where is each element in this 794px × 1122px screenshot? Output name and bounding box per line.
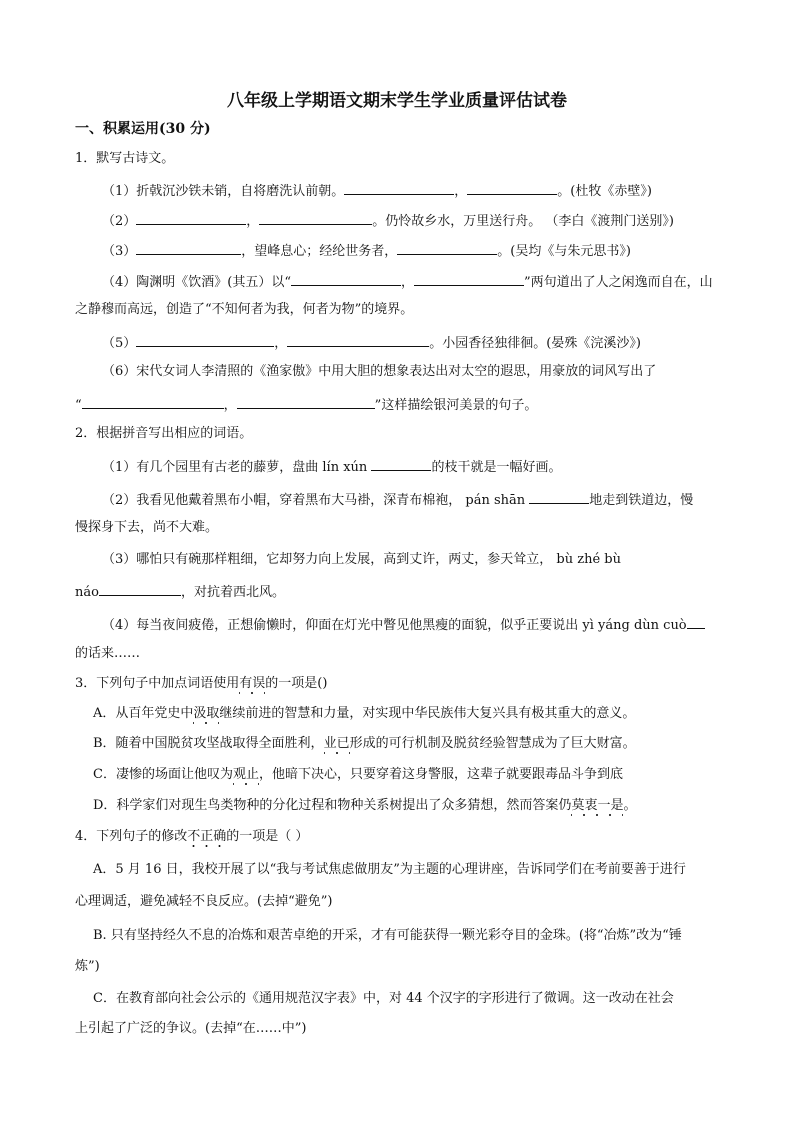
q3-option-a[interactable]: A．从百年党史中汲取继续前进的智慧和力量，对实现中华民族伟大复兴具有极其重大的意义。 — [93, 706, 635, 725]
q2-item-4-cont: 的话来…… — [75, 646, 141, 661]
answer-blank[interactable] — [291, 272, 401, 286]
question-1-stem: 1．默写古诗文。 — [75, 151, 175, 166]
q4-option-b-cont: 炼”) — [75, 959, 100, 974]
answer-blank[interactable] — [99, 582, 181, 596]
q3-option-b[interactable]: B．随着中国脱贫攻坚战取得全面胜利，业已形成的可行机制及脱贫经验智慧成为了巨大财富。 — [93, 736, 636, 755]
answer-blank[interactable] — [136, 333, 274, 347]
q1-item-6: （6）宋代女词人李清照的《渔家傲》中用大胆的想象表达出对太空的遐思，用豪放的词风写出了 — [102, 364, 657, 379]
question-4-stem: 4．下列句子的修改不正确的一项是（ ） — [75, 829, 308, 848]
q4-option-a-cont: 心理调适，避免减轻不良反应。(去掉“避免”) — [75, 894, 333, 909]
answer-blank[interactable] — [344, 181, 454, 195]
section-heading: 一、积累运用(30 分) — [75, 121, 211, 137]
answer-blank[interactable] — [371, 457, 431, 471]
emphasis-dots: 莫衷一是 — [571, 798, 623, 817]
q4-option-a[interactable]: A．5 月 16 日，我校开展了以“我与考试焦虑做朋友”为主题的心理讲座，告诉同学们在考前要善于进行 — [93, 862, 686, 877]
answer-blank[interactable] — [467, 181, 557, 195]
answer-blank[interactable] — [82, 395, 224, 409]
question-3-stem: 3．下列句子中加点词语使用有误的一项是() — [75, 676, 327, 695]
answer-blank[interactable] — [136, 211, 246, 225]
q4-option-c-cont: 上引起了广泛的争议。(去掉“在……中”) — [75, 1021, 307, 1036]
answer-blank[interactable] — [397, 241, 497, 255]
question-2-stem: 2．根据拼音写出相应的词语。 — [75, 426, 253, 441]
q1-item-4: （4）陶渊明《饮酒》(其五）以“ ， ”两句道出了人之闲逸而自在，山 — [102, 272, 713, 291]
emphasis-dots: 观止 — [233, 767, 259, 786]
q2-item-3: （3）哪怕只有碗那样粗细，它却努力向上发展，高到丈许，两丈，参天耸立， bù zhé bù — [102, 552, 621, 567]
q2-item-1: （1）有几个园里有古老的藤萝，盘曲 lín xún 的枝干就是一幅好画。 — [102, 457, 561, 476]
answer-blank[interactable] — [414, 272, 524, 286]
q4-option-c[interactable]: C．在教育部向社会公示的《通用规范汉字表》中，对 44 个汉字的字形进行了微调。这一改动在社会 — [93, 991, 674, 1006]
q1-item-2: （2） ， 。仍怜故乡水，万里送行舟。 （李白《渡荆门送别》) — [102, 211, 674, 230]
q2-item-3-cont: náo ，对抗着西北风。 — [75, 582, 285, 601]
emphasis-dots: 汲取 — [193, 706, 219, 725]
answer-blank[interactable] — [287, 333, 429, 347]
q4-option-b[interactable]: B. 只有坚持经久不息的冶炼和艰苦卓绝的开采，才有可能获得一颗光彩夺目的金珠。(将“冶炼”改为“锤 — [93, 928, 682, 943]
q1-item-4-cont: 之静穆而高远，创造了“不知何者为我，何者为物”的境界。 — [75, 302, 414, 317]
answer-blank[interactable] — [687, 615, 705, 629]
page-title: 八年级上学期语文期末学生学业质量评估试卷 — [227, 91, 567, 111]
q3-option-c[interactable]: C．凄惨的场面让他叹为观止，他暗下决心，只要穿着这身警服，这辈子就要跟毒品斗争到底 — [93, 767, 623, 786]
emphasis-dots: 有误 — [239, 676, 265, 695]
q2-item-2: （2）我看见他戴着黑布小帽，穿着黑布大马褂，深青布棉袍， pán shān 地走到铁道边，慢 — [102, 490, 693, 509]
answer-blank[interactable] — [529, 490, 589, 504]
q1-item-5: （5） ， 。小园香径独徘徊。(晏殊《浣溪沙》) — [102, 333, 641, 352]
q2-item-2-cont: 慢探身下去，尚不大难。 — [75, 520, 219, 535]
emphasis-dots: 业已 — [324, 736, 350, 755]
emphasis-dots: 不正确 — [187, 829, 226, 848]
q2-item-4: （4）每当夜间疲倦，正想偷懒时，仰面在灯光中瞥见他黑瘦的面貌，似乎正要说出 yì yáng dùn cuò — [102, 615, 705, 634]
answer-blank[interactable] — [259, 211, 372, 225]
answer-blank[interactable] — [237, 395, 375, 409]
q1-item-1: （1）折戟沉沙铁未销，自将磨洗认前朝。 ， 。(杜牧《赤壁》) — [102, 181, 652, 200]
q1-item-6-cont: “ ， ”这样描绘银河美景的句子。 — [75, 395, 537, 414]
q3-option-d[interactable]: D．科学家们对现生鸟类物种的分化过程和物种关系树提出了众多猜想，然而答案仍莫衷一是。 — [93, 798, 636, 817]
answer-blank[interactable] — [136, 241, 241, 255]
q1-item-3: （3） ，望峰息心；经纶世务者， 。(吴均《与朱元思书》) — [102, 241, 631, 260]
